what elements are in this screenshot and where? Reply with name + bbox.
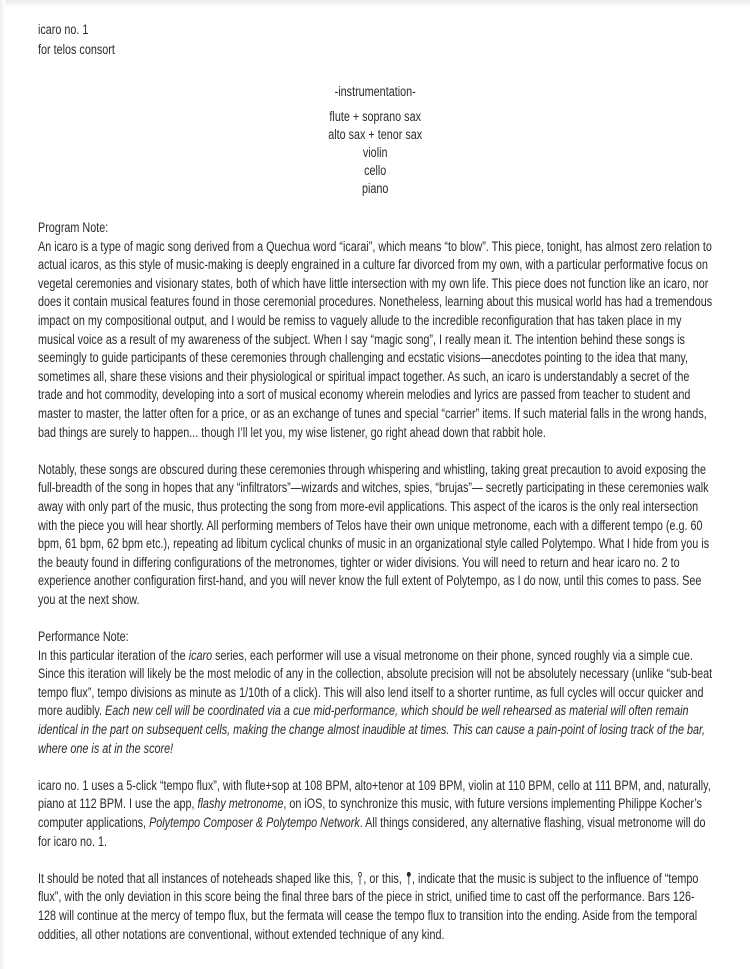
instrumentation-item: flute + soprano sax: [329, 109, 421, 124]
doc-title-line1: icaro no. 1: [38, 22, 89, 37]
text-run: series, each performer will use a visual metronome on their phone, synced roughly via a simple cue. Since this iteration will likely be the most melodic of any in the collection, absolute precision will not be absolutely necessary (unlike “sub-beat tempo flux”, tempo divisions as minute as 1/10th of a click). This will also lend itself to a shorter runtime, as full cycles will occur quicker and more audibly.: [38, 647, 713, 719]
text-run: icaro no. 1 uses a 5-click “tempo flux”, with flute+sop at 108 BPM, alto+tenor at 109 BPM, violin at 110 BPM, cello at 111 BPM, and, naturally, piano at 112 BPM. I use the app,: [38, 777, 711, 812]
performance-note-paragraph-2: [38, 777, 712, 851]
instrumentation-item: cello: [364, 163, 387, 178]
italic-text-run: Each new cell will be coordinated via a cue mid-performance, which should be well rehearsed as material will often remain identical in the part on subsequent cells, making the change almost inaudible at times. This can cause a pain-point of losing track of the bar, where one is at in the score!: [38, 703, 705, 756]
italic-text-run: Polytempo Composer & Polytempo Network: [149, 815, 360, 830]
performance-note-paragraph-1: [38, 647, 712, 759]
text-run: It should be noted that all instances of noteheads shaped like this,: [38, 870, 357, 886]
filled-notehead-icon: [406, 871, 412, 885]
open-notehead-icon: [357, 871, 363, 885]
performance-note-paragraph-3: [38, 870, 712, 944]
document-body: [38, 219, 712, 944]
program-note-paragraph-1: [38, 238, 712, 443]
italic-text-run: flashy metronome: [197, 796, 284, 812]
performance-note-heading: Performance Note:: [38, 629, 129, 645]
text-run: . All things considered, any alternative flashing, visual metronome will do for icaro no. 1.: [38, 815, 706, 849]
doc-title-line2: for telos consort: [38, 41, 115, 57]
text-run: An icaro is a type of magic song derived from a Quechua word “icarai”, which means “to blow”. This piece, tonight, has almost zero relation to actual icaros, as this style of music-making is deeply engrained in a culture far divorced from my own, with a particular performative focus on vegetal ceremonies and visionary states, both of which have little intersection with my own life. This piece does not function like an icaro, nor does it contain musical features found in those ceremonial procedures. Nonetheless, learning about this musical world has had a tremendous impact on my compositional output, and I would be remiss to vaguely allude to the incredible reconfiguration that has taken place in my musical voice as a result of my awareness of the subject. When I say “magic song”, I really mean it. The intention behind these songs is seemingly to guide participants of these ceremonies through challenging and ecstatic visions—anecdotes pointing to the idea that many, sometimes all, share these visions and their physiological or spiritual impact together. As such, an icaro is understandably a secret of the trade and hot commodity, developing into a sort of musical economy wherein melodies and lyrics are passed from teacher to student and master to master, the latter often for a price, or as an exchange of tunes and special “carrier” items. If such material falls in the wrong hands, bad things are surely to happen... though I’ll let you, my wise listener, go right ahead down that rabbit hole.: [38, 238, 713, 440]
italic-text-run: icaro: [188, 647, 213, 663]
instrumentation-heading: -instrumentation-: [334, 84, 416, 99]
text-run: , on iOS, to synchronize this music, with future versions implementing Philippe Kocher’s computer applications,: [38, 796, 702, 830]
text-run: In this particular iteration of the: [38, 647, 189, 663]
instrumentation-item: violin: [362, 145, 388, 160]
instrumentation-item: piano: [361, 181, 389, 196]
page-edge-left: [0, 0, 5, 969]
document-title: [38, 20, 712, 59]
instrumentation-block: [38, 82, 712, 198]
program-note-heading: Program Note:: [38, 220, 109, 235]
text-run: Notably, these songs are obscured during these ceremonies through whispering and whistling, taking great precaution to avoid exposing the full-breadth of the song in hopes that any “infiltrators”—wizards and witches, spies, “brujas”— secretly participating in these ceremonies walk away with only part of the music, thus protecting the song from more-evil applications. This aspect of the icaros is the only real intersection with the piece you will hear shortly. All performing members of Telos have their own unique metronome, each with a different tempo (e.g. 60 bpm, 61 bpm, 62 bpm etc.), repeating ad libitum cyclical chunks of music in an organizational style called Polytempo. What I hide from you is the beauty found in differing configurations of the metronomes, tighter or wider divisions. You will need to return and hear icaro no. 2 to experience another configuration first-hand, and you will never know the full extent of Polytempo, as I do now, until this comes to pass. See you at the next show.: [38, 461, 710, 607]
program-note-paragraph-2: [38, 461, 712, 610]
text-run: , indicate that the music is subject to the influence of “tempo flux”, with the only deviation in this score being the final three bars of the piece in strict, unified time to cast off the performance. Bars 126-128 will continue at the mercy of tempo flux, but the fermata will cease the tempo flux to transition into the ending. Aside from the temporal oddities, all other notations are conventional, without extended technique of any kind.: [38, 870, 699, 942]
instrumentation-item: alto sax + tenor sax: [328, 127, 423, 142]
text-run: , or this,: [363, 870, 405, 886]
document-content: [38, 0, 712, 963]
